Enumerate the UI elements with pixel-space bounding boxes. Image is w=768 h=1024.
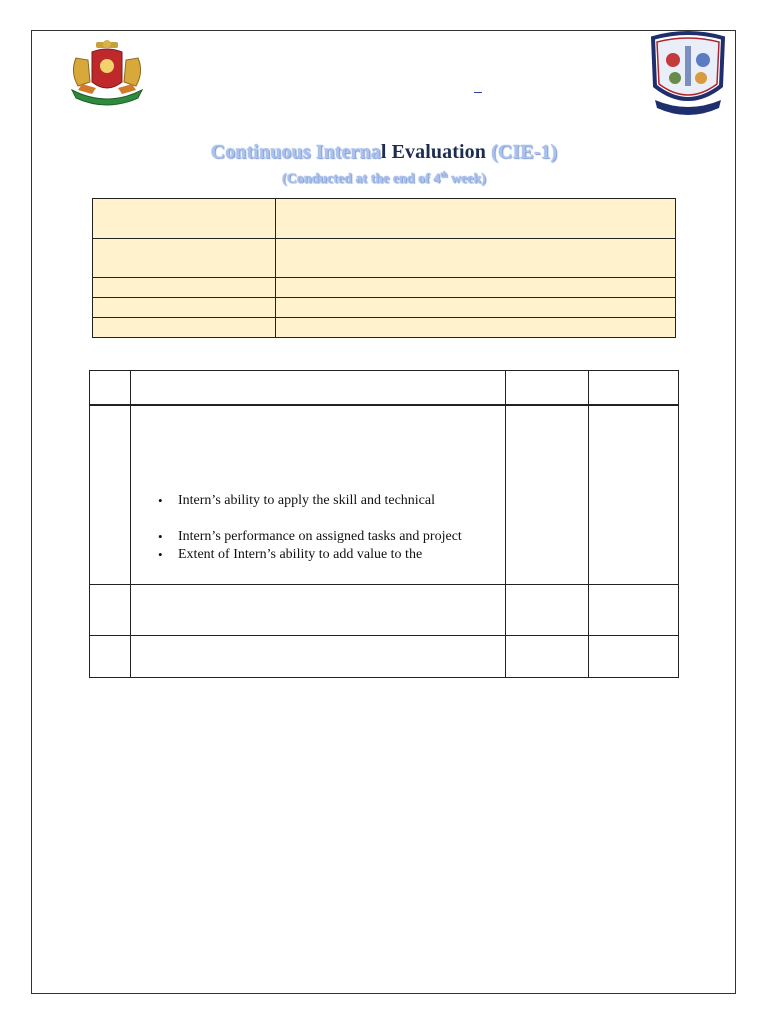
header-sl-cell bbox=[90, 371, 131, 406]
info-value-cell bbox=[276, 199, 676, 239]
info-label-cell bbox=[93, 239, 276, 278]
info-row bbox=[93, 298, 676, 318]
info-row bbox=[93, 239, 676, 278]
header-criteria-cell bbox=[131, 371, 506, 406]
info-value-cell bbox=[276, 298, 676, 318]
info-label-cell bbox=[93, 199, 276, 239]
max-marks-cell bbox=[506, 584, 589, 635]
row-sl-cell bbox=[90, 584, 131, 635]
info-row bbox=[93, 199, 676, 239]
evaluation-row bbox=[90, 405, 679, 584]
evaluation-table bbox=[89, 370, 679, 678]
evaluation-row bbox=[90, 635, 679, 677]
info-value-cell bbox=[276, 318, 676, 338]
evaluation-row bbox=[90, 584, 679, 635]
karnataka-state-emblem-icon bbox=[66, 38, 148, 108]
info-row bbox=[93, 278, 676, 298]
marks-awarded-cell bbox=[589, 635, 679, 677]
row-sl-cell bbox=[90, 405, 131, 584]
info-value-cell bbox=[276, 239, 676, 278]
info-value-cell bbox=[276, 278, 676, 298]
row-sl-cell bbox=[90, 635, 131, 677]
info-label-cell bbox=[93, 298, 276, 318]
max-marks-cell bbox=[506, 405, 589, 584]
header-marks-awarded-cell bbox=[589, 371, 679, 406]
college-crest-icon bbox=[647, 30, 729, 118]
student-info-table bbox=[92, 198, 676, 338]
page-title: Continuous Internal Evaluation (CIE-1) bbox=[210, 141, 558, 163]
marks-awarded-cell bbox=[589, 584, 679, 635]
page-subtitle: (Conducted at the end of 4th week) bbox=[282, 170, 486, 187]
header-max-marks-cell bbox=[506, 371, 589, 406]
evaluation-header-row bbox=[90, 371, 679, 406]
list-item: • Intern’s performance on assigned tasks and project bbox=[178, 528, 505, 546]
info-label-cell bbox=[93, 318, 276, 338]
criteria-cell bbox=[131, 584, 506, 635]
header-underline-mark bbox=[474, 92, 482, 93]
marks-awarded-cell bbox=[589, 405, 679, 584]
info-row bbox=[93, 318, 676, 338]
max-marks-cell bbox=[506, 635, 589, 677]
criteria-cell bbox=[131, 405, 506, 584]
criteria-list bbox=[131, 492, 505, 564]
criteria-cell bbox=[131, 635, 506, 677]
list-item: • Intern’s ability to apply the skill and technical bbox=[178, 492, 505, 510]
list-item: • Extent of Intern’s ability to add value to the bbox=[178, 546, 505, 564]
info-label-cell bbox=[93, 278, 276, 298]
